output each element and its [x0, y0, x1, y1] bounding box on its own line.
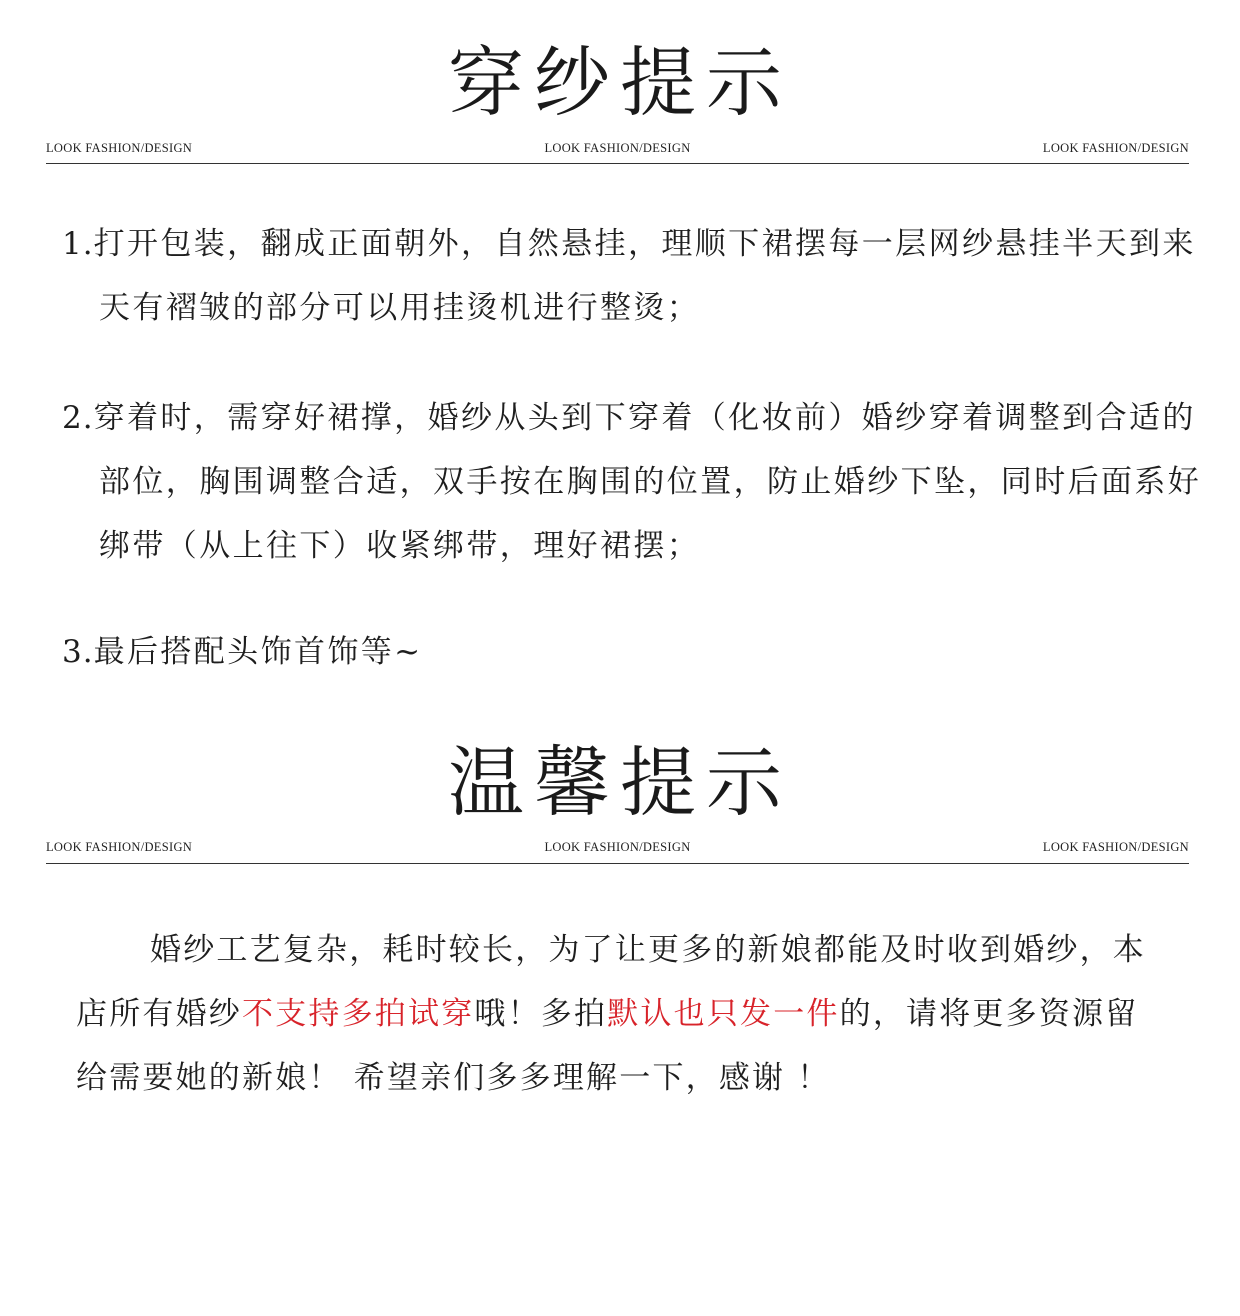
divider-2	[46, 863, 1189, 864]
tip-number: 1.	[62, 226, 94, 262]
tip-item-3	[62, 620, 1229, 684]
tip-item-2	[62, 386, 1229, 578]
tip-number: 2.	[62, 400, 94, 436]
notice-highlight-ship-one: 默认也只发一件	[607, 996, 840, 1032]
tip-number: 3.	[62, 634, 94, 670]
brand-label-left: LOOK FASHION/DESIGN	[46, 141, 193, 155]
tip-text: 最后搭配头饰首饰等~	[93, 634, 423, 670]
brand-label-center: LOOK FASHION/DESIGN	[544, 141, 691, 155]
tip-item-1	[62, 212, 1229, 340]
notice-text: 的，请将更多资源留给需要她的新娘！ 希望亲们多多理解一下，感谢 ！	[76, 996, 1139, 1096]
brand-label-right: LOOK FASHION/DESIGN	[1042, 840, 1189, 854]
tip-text: 穿着时，需穿好裙撑，婚纱从头到下穿着（化妆前）婚纱穿着调整到合适的部位，胸围调整合适，双手按在胸围的位置，防止婚纱下坠，同时后面系好绑带（从上往下）收紧绑带，理好裙摆；	[93, 400, 1202, 564]
brand-label-center: LOOK FASHION/DESIGN	[544, 840, 691, 854]
section-title-dressing-tips: 穿纱提示	[448, 38, 792, 127]
notice-highlight-no-multi-try: 不支持多拍试穿	[242, 996, 475, 1032]
brand-label-left: LOOK FASHION/DESIGN	[46, 840, 193, 854]
section-title-warm-notice: 温馨提示	[448, 738, 792, 827]
notice-paragraph	[76, 918, 1161, 1110]
tip-text: 打开包装，翻成正面朝外，自然悬挂，理顺下裙摆每一层网纱悬挂半天到来天有褶皱的部分可以用挂烫机进行整烫；	[93, 226, 1196, 326]
notice-text: 婚纱工艺复杂，耗时较长，为了让更多的新娘都能及时收到婚纱，本店所有婚纱	[76, 932, 1146, 1032]
brand-row-1	[46, 141, 1189, 161]
brand-row-2	[46, 840, 1189, 860]
divider-1	[46, 163, 1189, 164]
notice-text: 哦！多拍	[474, 996, 608, 1032]
brand-label-right: LOOK FASHION/DESIGN	[1042, 141, 1189, 155]
